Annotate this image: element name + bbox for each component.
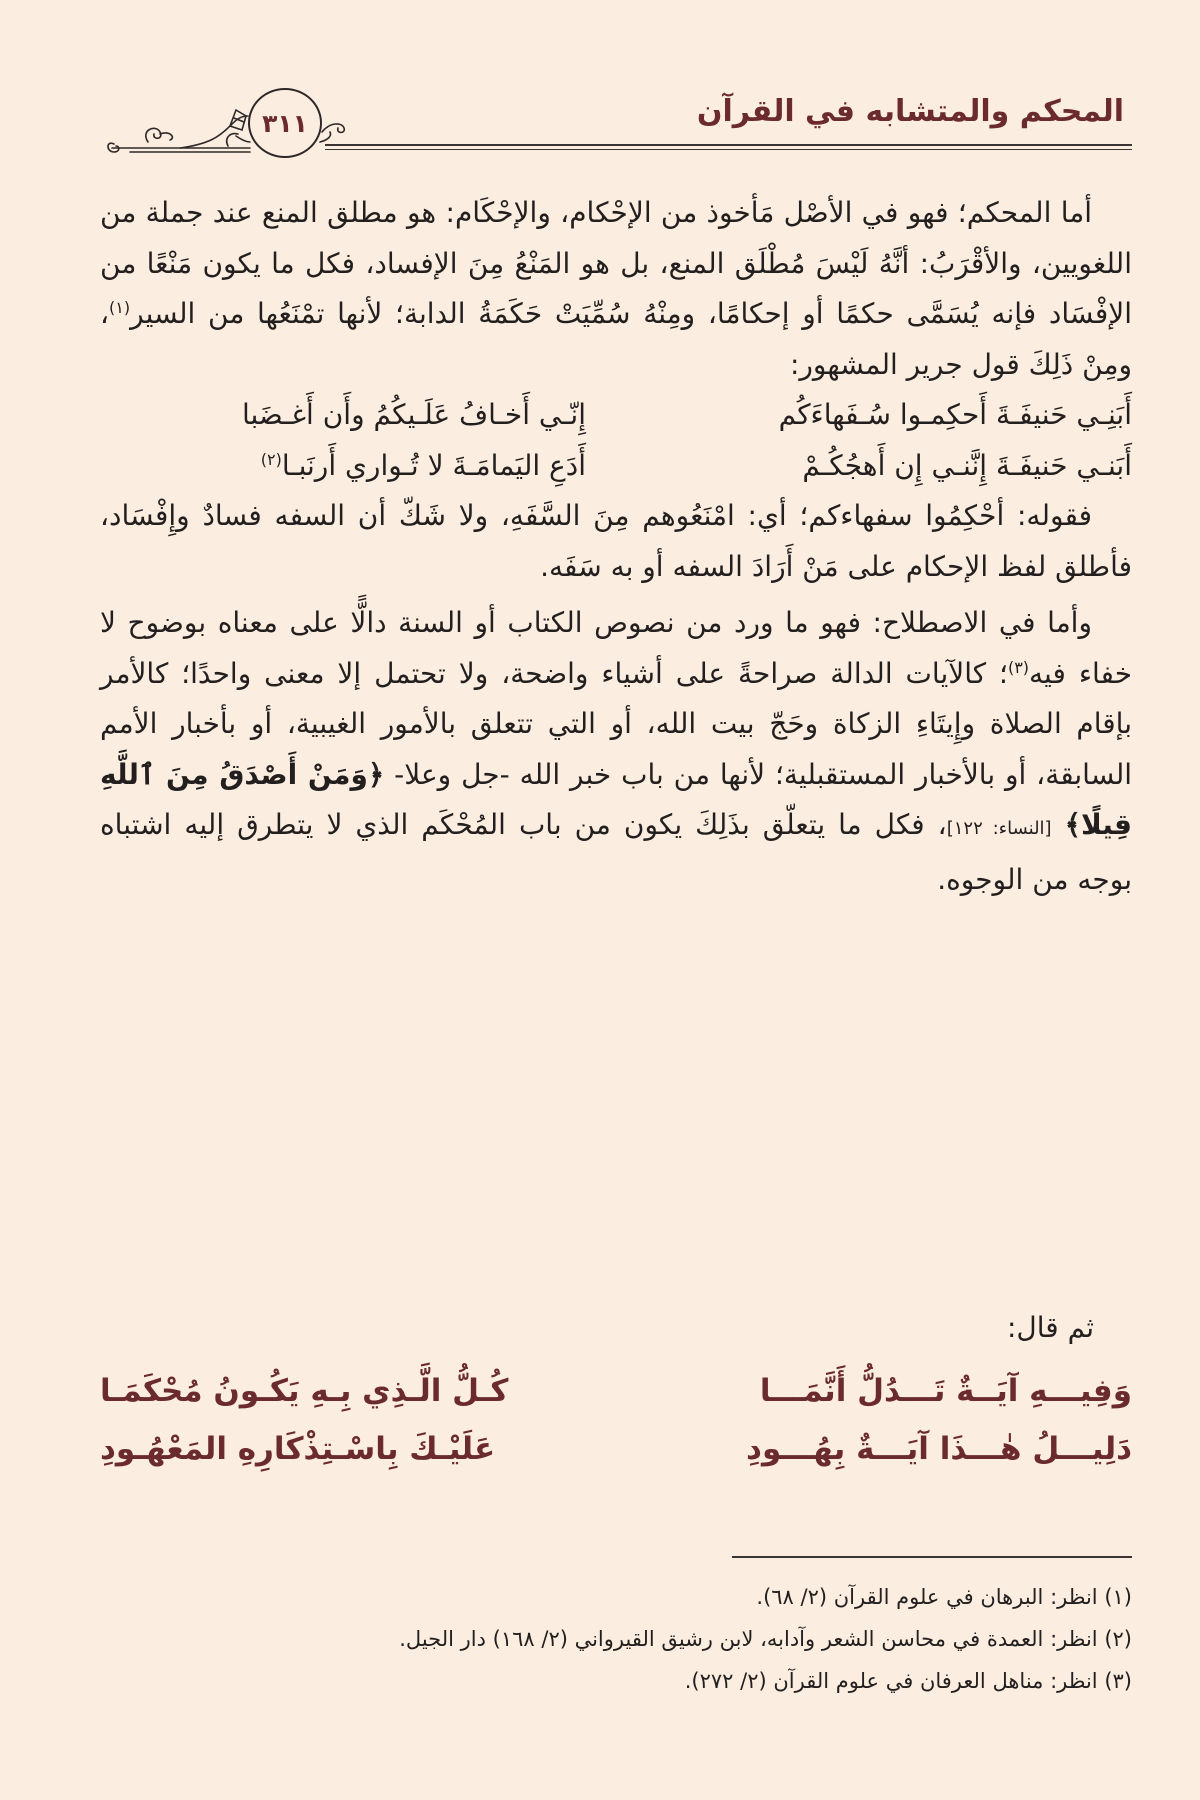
- poem-lines: [100, 1362, 1132, 1478]
- paragraph-text: وأما في الاصطلاح: فهو ما ورد من نصوص الكتاب أو السنة دالًّا على معناه بوضوح لا خفاء فيه: [100, 606, 1133, 690]
- body-text: [100, 188, 1132, 905]
- footnote-2: (٢) انظر: العمدة في محاسن الشعر وآدابه، لابن رشيق القيرواني (٢/ ١٦٨) دار الجيل.: [399, 1627, 1132, 1651]
- poem-section: [100, 1302, 1132, 1478]
- footnotes: [100, 1576, 1132, 1702]
- poetry-verse-1: [100, 390, 1132, 441]
- paragraph-text: ، فكل ما يتعلّق بذَلِكَ يكون من باب المُحْكَم الذي لا يتطرق إليه اشتباه بوجه من الوجوه.: [100, 808, 1132, 896]
- poem-second-hemistich: كُـلُّ الَّـذِي بِـهِ يَكُـونُ مُحْكَمَـا: [100, 1373, 509, 1409]
- footnote-3: (٣) انظر: مناهل العرفان في علوم القرآن (٢/ ٢٧٢).: [684, 1669, 1132, 1693]
- paragraph-muhkam-technical: [100, 598, 1132, 905]
- poem-line-1: [100, 1362, 1132, 1420]
- book-page: [100, 0, 1132, 1800]
- paragraph-text: ، ومِنْ ذَلِكَ قول جرير المشهور:: [100, 297, 1132, 381]
- poem-first-hemistich: دَلِيـــلُ هٰـــذَا آيَـــةٌ بِهُـــودِ: [746, 1431, 1132, 1467]
- paragraph-explanation: فقوله: أحْكِمُوا سفهاءكم؛ أي: امْنَعُوهم مِنَ السَّفَهِ، ولا شَكّ أن السفه فسادٌ وإِفْسَاد، فأطلق لفظ الإحكام على مَنْ أَرَادَ السفه أو به سَفَه.: [100, 499, 1132, 583]
- verse-second-hemistich: [100, 441, 586, 492]
- page-number: [248, 88, 322, 158]
- footnote-separator: [732, 1556, 1132, 1558]
- running-head: [100, 86, 1132, 156]
- footnote-1: (١) انظر: البرهان في علوم القرآن (٢/ ٦٨).: [756, 1585, 1132, 1609]
- verse-first-hemistich: أَبَنـي حَنيفَـةَ إِنَّنـي إِن أَهجُكُـمْ: [802, 448, 1132, 482]
- header-double-rule: [325, 144, 1132, 150]
- poem-line-2: [100, 1420, 1132, 1478]
- paragraph-text: ؛ كالآيات الدالة صراحةً على أشياء واضحة، ولا تحتمل إلا معنى واحدًا؛ كالأمر بإقام الصلاة وإِيتَاءِ الزكاة وحَجّ بيت الله، أو التي تتعلق بالأمور الغيبية، أو بأخبار الأمم السابقة، أو بالأخبار المستقبلية؛ لأنها من باب خبر الله -جل وعلا-: [100, 656, 1132, 791]
- footnote-ref-1[interactable]: (١): [109, 298, 131, 317]
- verse-second-hemistich: إِنّـي أَخـافُ عَلَـيكُمُ وأَن أَغـضَبا: [241, 398, 586, 431]
- poem-intro: ثم قال:: [1006, 1311, 1094, 1344]
- paragraph-text: أما المحكم؛ فهو في الأصْل مَأخوذ من الإحْكام، والإحْكَام: هو مطلق المنع عند جملة من اللغويين، والأقْرَبُ: أنَّهُ لَيْسَ مُطْلَق المنع، بل هو المَنْعُ مِنَ الإفساد، فكل ما يكون مَنْعًا من الإفْسَاد فإنه يُسَمَّى حكمًا أو إحكامًا، ومِنْهُ سُمِّيَتْ حَكَمَةُ الدابة؛ لأنها تمْنَعُها من السير: [100, 196, 1132, 330]
- poetry-verse-2: [100, 441, 1132, 492]
- quran-verse: ﴿وَمَنْ أَصْدَقُ مِنَ ٱللَّهِ قِيلًا﴾: [100, 757, 1133, 841]
- page-number-text: ٣١١: [262, 108, 308, 138]
- poem-second-hemistich: عَلَيْـكَ بِاسْـتِذْكَارِهِ المَعْهُـودِ: [100, 1431, 496, 1467]
- quran-reference: [النساء: ١٢٢]: [946, 818, 1052, 839]
- paragraph-muhkam-linguistic: [100, 188, 1132, 390]
- verse-text: أَدَعِ اليَمامَـةَ لا تُـواري أَرنَبـا: [281, 448, 586, 482]
- footnote-ref-2[interactable]: (٢): [260, 449, 282, 469]
- book-title: المحكم والمتشابه في القرآن: [696, 94, 1124, 129]
- verse-first-hemistich: أَبَنِـي حَنيفَـةَ أَحكِمـوا سُـفَهاءَكُم: [778, 398, 1132, 431]
- poem-first-hemistich: وَفِيـــهِ آيَــةٌ تَـــدُلُّ أَنَّمَـــا: [759, 1373, 1132, 1409]
- footnote-ref-3[interactable]: (٣): [1007, 657, 1030, 677]
